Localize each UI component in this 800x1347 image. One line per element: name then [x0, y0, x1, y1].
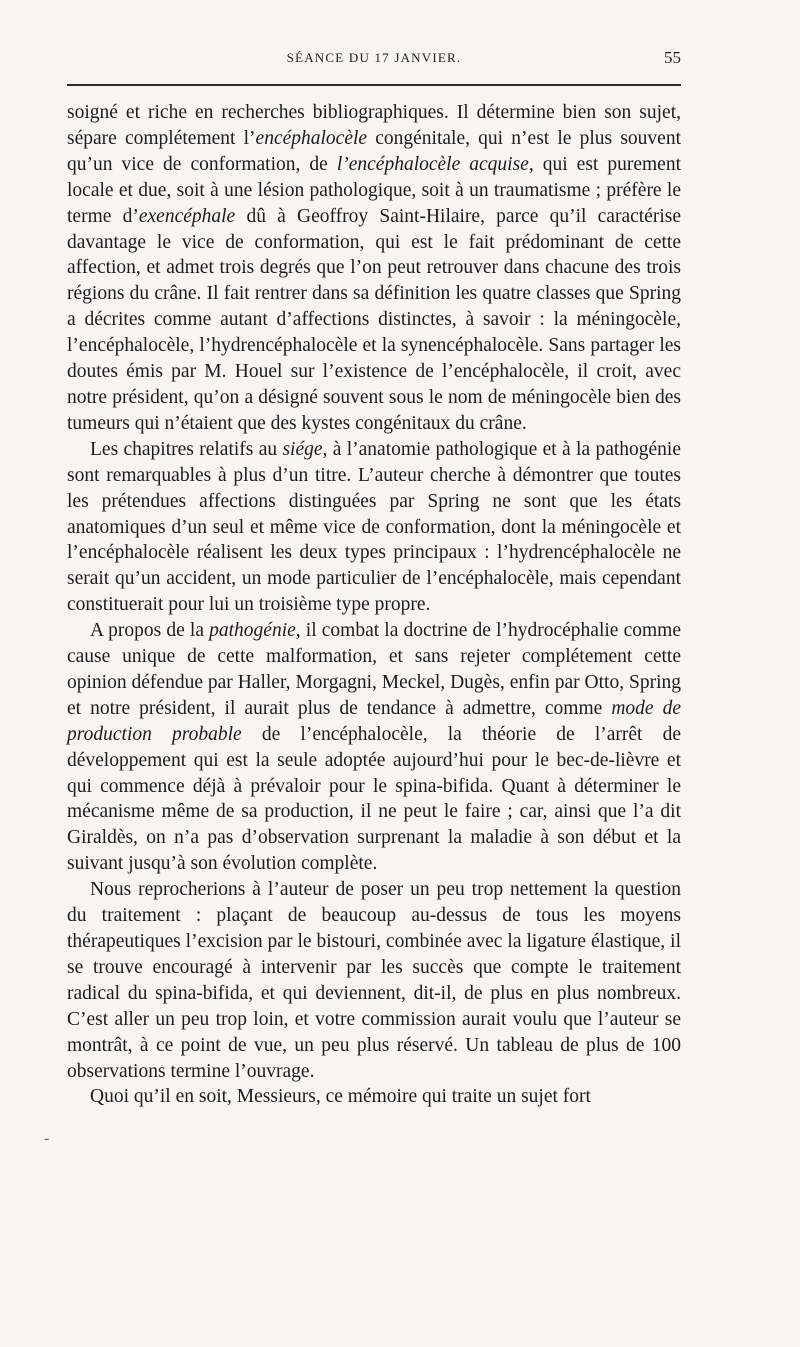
- paragraph-text: dû à Geoffroy Saint-Hilaire, parce qu’il caractérise davantage le vice de conformation, qui est le fait prédominant de cette affection, et admet trois degrés que l’on peut retrouver dans chacune des trois régions du crâne. Il fait rentrer dans sa définition les quatre classes que Spring a décrites comme autant d’affections distinctes, à savoir : la méningocèle, l’encéphalocèle, l’hydrencéphalocèle et la synencéphalocèle. Sans partager les doutes émis par M. Houel sur l’existence de l’encéphalocèle, il croit, avec notre président, qu’on a désigné souvent sous le nom de méningocèle bien des tumeurs qui n’étaient que des kystes congénitaux du crâne.: [67, 205, 681, 434]
- paragraph: [67, 877, 681, 1084]
- margin-mark: -: [44, 1130, 50, 1147]
- paragraph: [67, 437, 681, 618]
- italic-text: siége: [282, 438, 323, 460]
- running-head: [67, 48, 681, 74]
- page-number: 55: [664, 48, 681, 67]
- italic-text: encéphalocèle: [255, 127, 368, 149]
- paragraph-text: A propos de la: [90, 620, 210, 642]
- paragraph-text: soigné et riche en recherches bibliographiques. Il détermine bien son sujet, sépare complétement l’: [67, 102, 681, 149]
- paragraph-text: de l’encéphalocèle, la théorie de l’arrêt de développement qui est la seule adoptée aujourd’hui pour le bec-de-lièvre et qui commence déjà à prévaloir pour le spina-bifida. Quant à déterminer le mécanisme même de sa production, il ne peut le faire ; car, ainsi que l’a dit Giraldès, on n’a pas d’observation surprenant la maladie à son début et la suivant jusqu’à son évolution complète.: [67, 723, 682, 875]
- italic-text: l’encéphalocèle acquise: [336, 153, 529, 175]
- italic-text: exencéphale: [138, 205, 236, 227]
- paragraph-text: Quoi qu’il en soit, Messieurs, ce mémoire qui traite un sujet fort: [90, 1086, 591, 1108]
- paragraph-text: , à l’anatomie pathologique et à la pathogénie sont remarquables à plus d’un titre. L’auteur cherche à démontrer que toutes les prétendues affections distinguées par Spring ne sont que les états anatomiques d’un seul et même vice de conformation, dont la méningocèle et l’encéphalocèle réalisent les deux types principaux : l’hydrencéphalocèle ne serait qu’un accident, un mode particulier de l’encéphalocèle, mais cependant constituerait pour lui un troisième type propre.: [67, 438, 681, 616]
- paragraph-text: congénitale, qui n’est le plus souvent qu’un vice de conformation, de: [67, 127, 681, 175]
- paragraph: [67, 100, 681, 437]
- body-text: [67, 100, 681, 1110]
- header-rule: [67, 84, 681, 86]
- italic-text: pathogénie,: [209, 620, 301, 642]
- paragraph-text: , qui est purement locale et due, soit à une lésion pathologique, soit à un traumatisme ; préfère le terme d’: [67, 153, 681, 227]
- italic-text: mode de production probable: [67, 697, 681, 745]
- paragraph-text: il combat la doctrine de l’hydrocéphalie comme cause unique de cette malformation, et sans rejeter complétement cette opinion défendue par Haller, Morgagni, Meckel, Dugès, enfin par Otto, Spring et notre président, il aurait plus de tendance à admettre, comme: [67, 620, 681, 719]
- paragraph-text: Les chapitres relatifs au: [90, 438, 283, 460]
- paragraph: [67, 618, 681, 877]
- paragraph: [67, 1084, 681, 1110]
- paragraph-text: Nous reprocherions à l’auteur de poser un peu trop nettement la question du traitement : plaçant de beaucoup au-dessus de tous les moyens thérapeutiques l’excision par le bistouri, combinée avec la ligature élastique, il se trouve encouragé à intervenir par les succès que compte le traitement radical du spina-bifida, et qui deviennent, dit-il, de plus en plus nombreux. C’est aller un peu trop loin, et votre commission aurait voulu que l’auteur se montrât, à ce point de vue, un peu plus réservé. Un tableau de plus de 100 observations termine l’ouvrage.: [67, 879, 681, 1082]
- running-head-title: SÉANCE DU 17 JANVIER.: [286, 50, 462, 65]
